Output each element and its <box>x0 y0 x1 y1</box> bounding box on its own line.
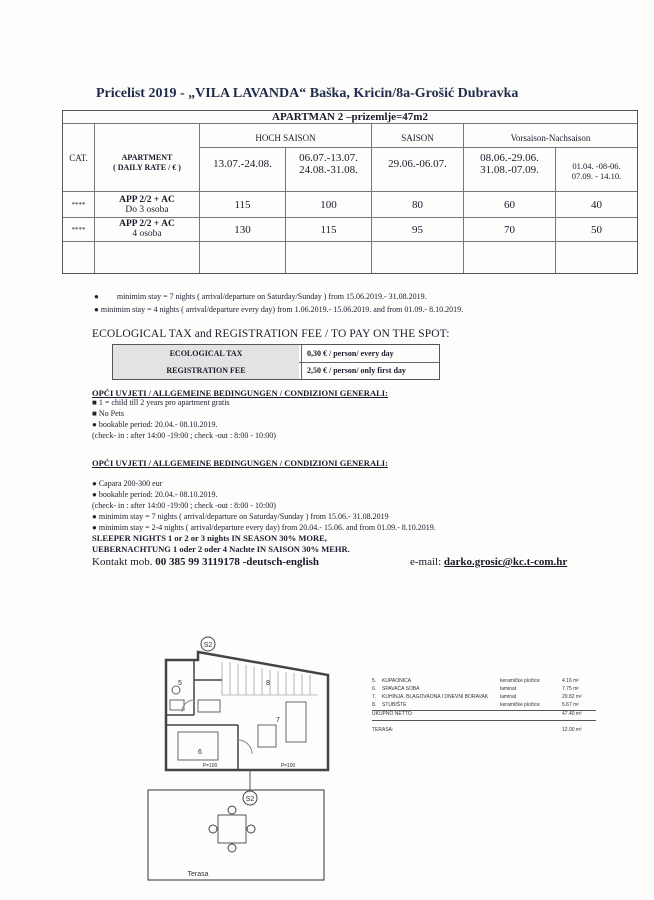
price: 95 <box>412 224 423 236</box>
condition-item: ● Capara 200-300 eur <box>92 479 163 488</box>
condition-item: ● minimim stay = 2-4 nights ( arrival/departure every day) from 20.04.- 15.06. and from 01.09.- 8.10.2019. <box>92 523 436 532</box>
col-apartment: APARTMENT <box>121 153 173 162</box>
legend-row: 6. SPAVAĆA SOBA laminat 7.75 m² <box>372 686 579 692</box>
reg-fee-value: 2,50 € / person/ only first day <box>307 366 406 375</box>
col-apartment-rate: ( DAILY RATE / € ) <box>113 163 181 172</box>
plan-room-5: 5 <box>178 680 182 687</box>
contact-email: e-mail: darko.grosic@kc.t-com.hr <box>410 556 568 568</box>
hoch-saison: HOCH SAISON <box>255 133 316 143</box>
legend-row: 7. KUHINJA, BLAGOVAONA I DNEVNI BORAVAK laminat 29.82 m² <box>372 694 582 700</box>
legend-row: 5. KUPAONICA keramičke pločice 4.16 m² <box>372 678 579 684</box>
row-sub: 4 osoba <box>132 229 162 239</box>
condition-item: ● bookable period: 20.04.- 08.10.2019. <box>92 490 218 499</box>
period: 31.08.-07.09. <box>480 164 539 176</box>
vorsaison: Vorsaison-Nachsaison <box>510 133 591 143</box>
row-cat: **** <box>71 201 86 209</box>
plan-room-6: 6 <box>198 749 202 756</box>
stay-line-2: ● minimim stay = 4 nights ( arrival/departure every day) from 1.06.2019.- 15.06.2019. and from 01.09.- 8.10.2019. <box>94 305 464 314</box>
price: 115 <box>320 224 337 236</box>
uebernachtung: UEBERNACHTUNG 1 oder 2 oder 4 Nachte IN SAISON 30% MEHR. <box>92 544 350 554</box>
price: 115 <box>234 199 251 211</box>
condition-item: ● bookable period: 20.04.- 08.10.2019. <box>92 420 218 429</box>
eco-heading: ECOLOGICAL TAX and REGISTRATION FEE / TO PAY ON THE SPOT: <box>92 328 450 340</box>
condition-item: ■ No Pets <box>92 409 124 418</box>
period: 29.06.-06.07. <box>388 158 447 170</box>
plan-s2-top: S2 <box>203 642 213 649</box>
legend-terrace: TERASA: 12.00 m² <box>372 727 582 733</box>
plan-p100: P=100 <box>280 763 296 769</box>
condition-checkin: (check- in : after 14:00 -19:00 ; check -out : 8:00 - 10:00) <box>92 501 276 510</box>
sleeper-nights: SLEEPER NIGHTS 1 or 2 or 3 nights IN SEASON 30% MORE, <box>92 533 327 543</box>
eco-tax-label: ECOLOGICAL TAX <box>113 345 299 362</box>
period: 01.04. -08-06. <box>572 161 621 171</box>
reg-fee-label: REGISTRATION FEE <box>113 362 299 379</box>
period: 13.07.-24.08. <box>213 158 272 170</box>
conditions-heading-2: OPĆI UVJETI / ALLGEMEINE BEDINGUNGEN / CONDIZIONI GENERALI: <box>92 458 388 468</box>
email-link[interactable]: darko.grosic@kc.t-com.hr <box>443 556 568 568</box>
price: 50 <box>591 224 602 236</box>
period: 07.09. - 14.10. <box>571 171 622 181</box>
plan-room-7: 7 <box>276 717 280 724</box>
condition-item: ● minimim stay = 7 nights ( arrival/departure on Saturday/Sunday ) from 15.06.- 31.08.2019 <box>92 512 389 521</box>
row-name: APP 2/2 + AC <box>119 219 175 229</box>
period: 24.08.-31.08. <box>299 164 358 176</box>
period: 06.07.-13.07. <box>299 152 358 164</box>
saison: SAISON <box>401 133 434 143</box>
plan-s2-bottom: S2 <box>245 796 255 803</box>
contact-mobile: Kontakt mob. 00 385 99 3119178 -deutsch-english <box>92 556 320 568</box>
page-title: Pricelist 2019 - „VILA LAVANDA“ Baška, Kricin/8a-Grošić Dubravka <box>96 86 519 101</box>
row-name: APP 2/2 + AC <box>119 195 175 205</box>
price: 80 <box>412 199 423 211</box>
fee-table <box>112 344 440 380</box>
stay-line-1: ● minimim stay = 7 nights ( arrival/departure on Saturday/Sunday ) from 15.06.2019.- 31.08.2019. <box>94 292 427 301</box>
price: 130 <box>234 224 251 236</box>
floor-plan-drawing <box>138 630 354 886</box>
legend-row: 8. STUBIŠTE keramičke pločice 5.67 m² <box>372 702 596 711</box>
row-sub: Do 3 osoba <box>125 205 169 215</box>
price: 60 <box>504 199 515 211</box>
plan-room-8: 8 <box>266 680 270 687</box>
condition-checkin: (check- in : after 14:00 -19:00 ; check -out : 8:00 - 10:00) <box>92 431 276 440</box>
room-legend <box>372 678 596 737</box>
legend-total: UKUPNO NETTO: 47.40 m² <box>372 711 596 721</box>
price: 100 <box>320 199 337 211</box>
col-cat: CAT. <box>69 153 88 163</box>
plan-p100: P=100 <box>202 763 218 769</box>
eco-tax-value: 0,30 € / person/ every day <box>307 349 394 358</box>
plan-terrace: Terasa <box>187 871 209 878</box>
condition-item: ■ 1 = child till 2 years pro apartment gratis <box>92 398 230 407</box>
price: 70 <box>504 224 515 236</box>
conditions-heading-1: OPĆI UVJETI / ALLGEMEINE BEDINGUNGEN / CONDIZIONI GENERALI: <box>92 388 388 398</box>
row-cat: **** <box>71 226 86 234</box>
apartment-title: APARTMAN 2 –prizemlje=47m2 <box>272 111 428 123</box>
price-table <box>62 110 638 274</box>
period: 08.06.-29.06. <box>480 152 539 164</box>
price: 40 <box>591 199 602 211</box>
